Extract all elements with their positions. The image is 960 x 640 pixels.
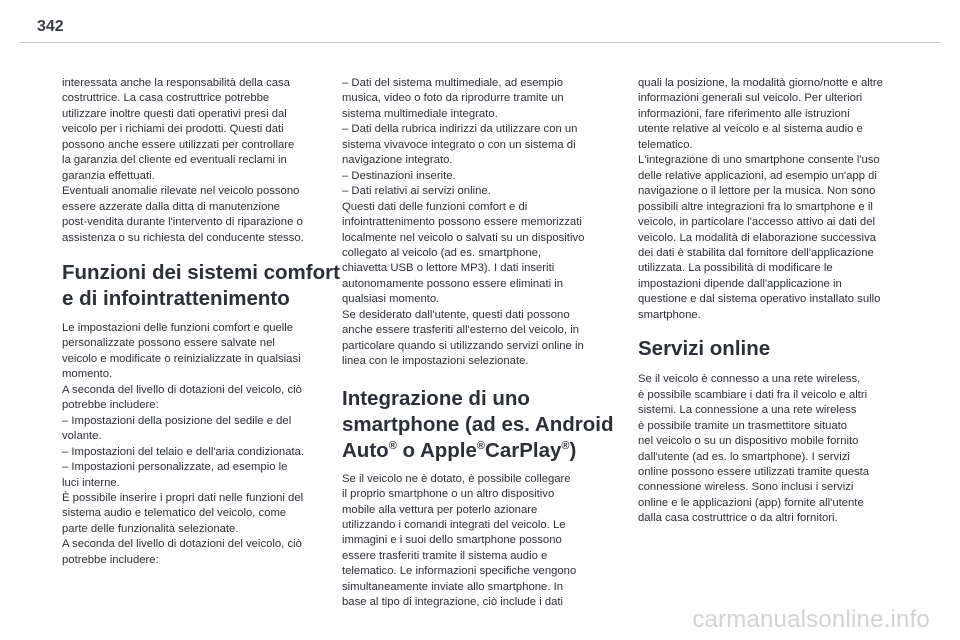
heading-text: ) <box>569 438 577 462</box>
section-heading-online-services: Servizi online <box>638 337 771 361</box>
paragraph-online-services: Se il veicolo è connesso a una rete wireless, è possibile scambiare i dati fra il veicolo e altri sistemi. La connessione a una rete wireless è possibile tramite un trasmettitore situato nel veicolo o su un dispositivo mobile fornito dall'utente (ad es. lo smartphone). I servizi online possono essere utilizzati tramite questa connessione wireless. Sono inclusi i servizi online e le applicazioni (app) fornite all'utente dalla casa costruttrice o da altri fornitori. <box>638 373 870 525</box>
heading-text: Auto <box>342 438 389 462</box>
column-middle <box>342 76 622 611</box>
registered-mark: ® <box>561 439 570 452</box>
paragraph-smartphone-connection: Se il veicolo ne è dotato, è possibile collegare il proprio smartphone o un altro dispositivo mobile alla vettura per poterlo azionare utilizzando i comandi integrati del veicolo. Le immagini e i suoi dello smartphone possono essere trasferiti tramite il sistema audio e telematico. Le informazioni specifiche vengono simultaneamente inviate allo smartphone. In base al tipo di integrazione, ciò include i dati <box>342 472 577 609</box>
section-heading-comfort-infotainment: Funzioni dei sistemi comfort e di infointrattenimento <box>62 260 340 310</box>
section-heading-smartphone-integration <box>342 386 622 464</box>
paragraph-smartphone-integration-details: quali la posizione, la modalità giorno/notte e altre informazioni generali sul veicolo. Per ulteriori informazioni, fare riferimento alle istruzioni utente relative al veicolo e al sistema audio e telematico. L'integrazione di uno smartphone consente l'uso delle relative applicazioni, ad esempio un'app di navigazione o il lettore per la musica. Non sono possibili altre integrazioni fra lo smartphone e il veicolo, in particolare l'accesso attivo ai dati del veicolo. La modalità di elaborazione successiva dei dati è stabilita dal fornitore dell'applicazione utilizzata. La possibilità di modificare le impostazioni dipende dall'applicazione in questione e dal sistema operativo installato sullo smartphone. <box>638 77 883 321</box>
column-right <box>638 76 918 527</box>
paragraph-comfort-settings: Le impostazioni delle funzioni comfort e quelle personalizzate possono essere salvate nel veicolo e modificate o reinizializzate in qualsiasi momento. A seconda del livello di dotazioni del veicolo, ciò potrebbe includere: – Impostazioni della posizione del sedile e del volante. – Impostazioni del telaio e dell'aria condizionata. – Impostazioni personalizzate, ad esempio le luci interne. È possibile inserire i propri dati nelle funzioni del sistema audio e telematico del veicolo, come parte delle funzionalità selezionate. A seconda del livello di dotazioni del veicolo, ciò potrebbe includere: <box>62 321 305 566</box>
heading-text: CarPlay <box>485 438 562 462</box>
paragraph-multimedia-data: – Dati del sistema multimediale, ad esempio musica, video o foto da riprodurre tramite un sistema multimediale integrato. – Dati della rubrica indirizzi da utilizzare con un sistema vivavoce integrato o con un sistema di navigazione integrato. – Destinazioni inserite. – Dati relativi ai servizi online. Questi dati delle funzioni comfort e di infointrattenimento possono essere memorizzati localmente nel veicolo o salvati su un dispositivo collegato al veicolo (ad es. smartphone, chiavetta USB o lettore MP3). I dati inseriti autonomamente possono essere eliminati in qualsiasi momento. Se desiderato dall'utente, questi dati possono anche essere trasferiti all'esterno del veicolo, in particolare quando si utilizzando servizi online in linea con le impostazioni selezionate. <box>342 77 585 368</box>
column-left <box>62 76 342 568</box>
paragraph-data-responsibility: interessata anche la responsabilità della casa costruttrice. La casa costruttrice potrebbe utilizzare inoltre questi dati operativi presi dal veicolo per i richiami dei prodotti. Questi dati possono anche essere utilizzati per controllare la garanzia del cliente ed eventuali reclami in garanzia effettuati. Eventuali anomalie rilevate nel veicolo possono essere azzerate dalla ditta di manutenzione post-vendita durante l'intervento di riparazione o assistenza o su richiesta del conducente stesso. <box>62 77 304 244</box>
heading-line: smartphone (ad es. Android <box>342 412 614 436</box>
header-divider <box>20 42 940 43</box>
heading-line: Integrazione di uno <box>342 386 530 410</box>
heading-text: o Apple <box>396 438 477 462</box>
registered-mark: ® <box>476 439 486 452</box>
watermark: carmanualsonline.info <box>692 606 930 633</box>
page-number: 342 <box>37 18 64 35</box>
registered-mark: ® <box>388 439 397 452</box>
